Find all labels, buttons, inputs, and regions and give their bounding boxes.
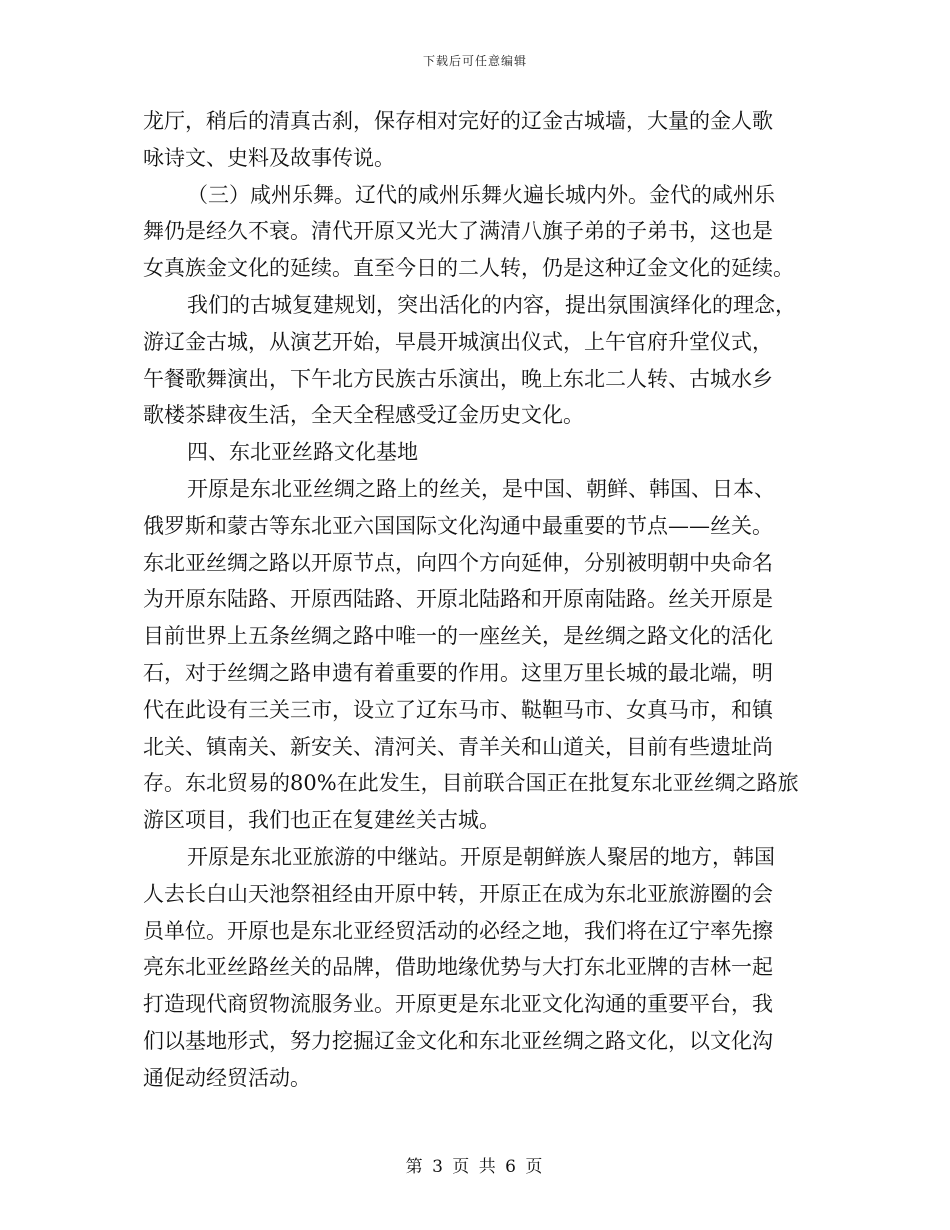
text-line: 开原是东北亚旅游的中继站。开原是朝鲜族人聚居的地方，韩国 <box>187 844 775 869</box>
text-line: 目前世界上五条丝绸之路中唯一的一座丝关，是丝绸之路文化的活化 <box>143 624 773 649</box>
text-line: 女真族金文化的延续。直至今日的二人转，仍是这种辽金文化的延续。 <box>143 256 794 281</box>
text-line: 为开原东陆路、开原西陆路、开原北陆路和开原南陆路。丝关开原是 <box>143 587 773 612</box>
text-line: （三）咸州乐舞。辽代的咸州乐舞火遍长城内外。金代的咸州乐 <box>187 182 775 207</box>
text-line: 员单位。开原也是东北亚经贸活动的必经之地，我们将在辽宁率先擦 <box>143 918 773 943</box>
document-body <box>143 103 808 1097</box>
text-line: 石，对于丝绸之路申遗有着重要的作用。这里万里长城的最北端，明 <box>143 660 773 685</box>
text-line: 亮东北亚丝路丝关的品牌，借助地缘优势与大打东北亚牌的吉林一起 <box>143 955 773 980</box>
text-line: 存。东北贸易的80%在此发生，目前联合国正在批复东北亚丝绸之路旅 <box>143 771 799 796</box>
text-line: 咏诗文、史料及故事传说。 <box>143 145 395 170</box>
text-line: 游辽金古城，从演艺开始，早晨开城演出仪式，上午官府升堂仪式， <box>143 329 773 354</box>
section-heading: 四、东北亚丝路文化基地 <box>187 440 418 465</box>
text-line: 们以基地形式，努力挖掘辽金文化和东北亚丝绸之路文化，以文化沟 <box>143 1028 773 1053</box>
text-line: 舞仍是经久不衰。清代开原又光大了满清八旗子弟的子弟书，这也是 <box>143 219 773 244</box>
page-number: 第 3 页 共 6 页 <box>405 1157 545 1177</box>
page-header: 下载后可任意编辑 <box>422 54 527 68</box>
text-line: 歌楼茶肆夜生活，全天全程感受辽金历史文化。 <box>143 403 584 428</box>
text-line: 龙厅，稍后的清真古刹，保存相对完好的辽金古城墙，大量的金人歌 <box>143 109 773 133</box>
text-line: 东北亚丝绸之路以开原节点，向四个方向延伸，分别被明朝中央命名 <box>143 550 773 575</box>
text-line: 打造现代商贸物流服务业。开原更是东北亚文化沟通的重要平台，我 <box>143 992 773 1017</box>
text-line: 游区项目，我们也正在复建丝关古城。 <box>143 808 500 833</box>
text-line: 俄罗斯和蒙古等东北亚六国国际文化沟通中最重要的节点——丝关。 <box>143 513 773 538</box>
text-line: 北关、镇南关、新安关、清河关、青羊关和山道关，目前有些遗址尚 <box>143 734 773 759</box>
text-line: 开原是东北亚丝绸之路上的丝关，是中国、朝鲜、韩国、日本、 <box>187 476 775 501</box>
text-line: 午餐歌舞演出，下午北方民族古乐演出，晚上东北二人转、古城水乡 <box>143 366 773 391</box>
text-line: 通促动经贸活动。 <box>143 1065 311 1090</box>
text-line: 代在此设有三关三市，设立了辽东马市、鞑靼马市、女真马市，和镇 <box>143 697 773 722</box>
text-line: 人去长白山天池祭祖经由开原中转，开原正在成为东北亚旅游圈的会 <box>143 881 773 906</box>
text-line: 我们的古城复建规划，突出活化的内容，提出氛围演绎化的理念， <box>187 292 796 317</box>
